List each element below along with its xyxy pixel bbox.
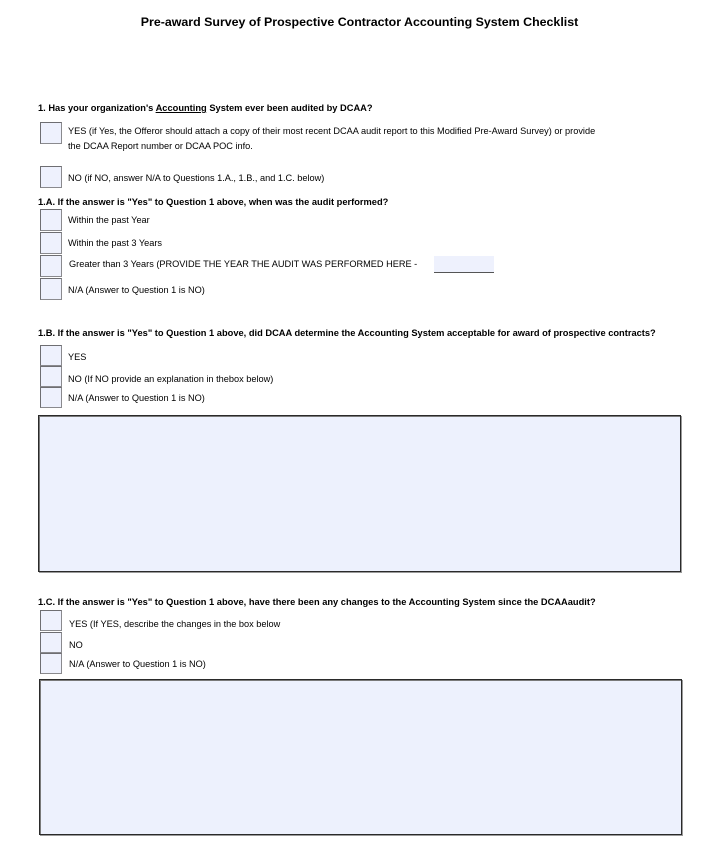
q1c-changes-textarea[interactable] (39, 679, 682, 835)
question-1-label (38, 103, 373, 113)
question-1-label-suffix: System ever been audited by DCAA? (206, 103, 373, 113)
question-1-label-underlined: Accounting (155, 103, 207, 113)
q1c-yes-label: YES (If YES, describe the changes in the box below (69, 619, 281, 629)
q1c-na-label: N/A (Answer to Question 1 is NO) (69, 659, 206, 669)
q1-yes-checkbox[interactable] (40, 122, 62, 144)
question-1b-label: 1.B. If the answer is "Yes" to Question 1 above, did DCAA determine the Accounting System acceptable for award of prospective contracts? (38, 328, 656, 338)
q1b-no-label: NO (If NO provide an explanation in thebox below) (68, 374, 274, 384)
q1a-within-year-checkbox[interactable] (40, 209, 62, 231)
q1a-within-year-label: Within the past Year (68, 215, 150, 225)
q1b-yes-checkbox[interactable] (40, 345, 62, 366)
q1-no-checkbox[interactable] (40, 166, 62, 188)
q1c-yes-checkbox[interactable] (40, 610, 62, 631)
q1-yes-label-line2: the DCAA Report number or DCAA POC info. (68, 141, 253, 151)
q1-yes-label-line1: YES (if Yes, the Offeror should attach a copy of their most recent DCAA audit report to this Modified Pre-Award Survey) or provide (68, 126, 596, 136)
page-title: Pre-award Survey of Prospective Contractor Accounting System Checklist (140, 15, 579, 29)
q1b-no-checkbox[interactable] (40, 366, 62, 387)
q1c-no-label: NO (69, 640, 83, 650)
q1b-na-checkbox[interactable] (40, 387, 62, 408)
q1a-within-3-years-checkbox[interactable] (40, 232, 62, 254)
question-1-label-prefix: 1. Has your organization's (38, 103, 156, 113)
q1c-na-checkbox[interactable] (40, 653, 62, 674)
q1b-na-label: N/A (Answer to Question 1 is NO) (68, 393, 205, 403)
q1a-na-checkbox[interactable] (40, 278, 62, 300)
q1a-greater-3-years-checkbox[interactable] (40, 255, 62, 277)
question-1a-label: 1.A. If the answer is "Yes" to Question 1 above, when was the audit performed? (38, 197, 389, 207)
q1b-yes-label: YES (68, 352, 87, 362)
q1a-greater-3-years-label: Greater than 3 Years (PROVIDE THE YEAR THE AUDIT WAS PERFORMED HERE - (69, 259, 418, 269)
q1a-na-label: N/A (Answer to Question 1 is NO) (68, 285, 205, 295)
question-1c-label: 1.C. If the answer is "Yes" to Question 1 above, have there been any changes to the Accounting System since the DCAAaudit? (38, 597, 596, 607)
q1-no-label: NO (if NO, answer N/A to Questions 1.A., 1.B., and 1.C. below) (68, 173, 325, 183)
q1b-explanation-textarea[interactable] (38, 415, 681, 572)
q1a-within-3-years-label: Within the past 3 Years (68, 238, 162, 248)
q1c-no-checkbox[interactable] (40, 632, 62, 653)
q1a-audit-year-input[interactable] (434, 256, 494, 273)
